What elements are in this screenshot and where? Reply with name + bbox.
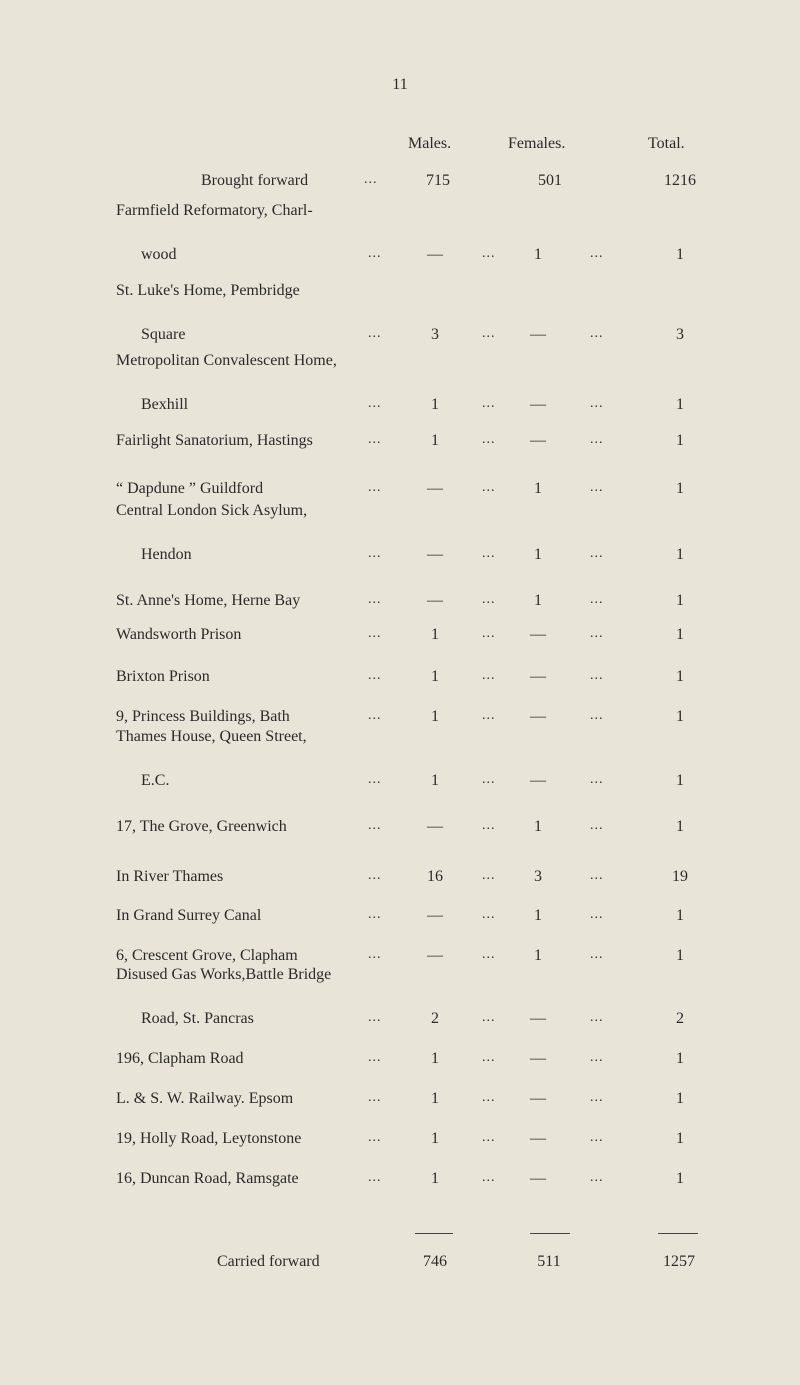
leader-dots: ... (482, 626, 496, 641)
row-total: 1 (676, 1130, 684, 1147)
row-females: 1 (534, 947, 542, 964)
row-females: — (530, 326, 546, 343)
row-total: 1 (676, 708, 684, 725)
row-males: 1 (431, 1170, 439, 1187)
row-males: 1 (431, 432, 439, 449)
carried-forward-females: 511 (537, 1253, 561, 1270)
leader-dots: ... (368, 592, 382, 607)
leader-dots: ... (590, 1130, 604, 1145)
leader-dots: ... (482, 1130, 496, 1145)
leader-dots: ... (368, 772, 382, 787)
row-label-line2: Hendon (141, 546, 192, 563)
leader-dots: ... (590, 1090, 604, 1105)
leader-dots: ... (482, 1010, 496, 1025)
leader-dots: ... (590, 626, 604, 641)
leader-dots: ... (368, 1010, 382, 1025)
row-label: “ Dapdune ” Guildford (116, 480, 264, 497)
row-females: 1 (534, 480, 542, 497)
leader-dots: ... (590, 432, 604, 447)
row-males: 1 (431, 772, 439, 789)
row-males: 1 (431, 1050, 439, 1067)
row-females: 1 (534, 246, 542, 263)
row-females: 1 (534, 907, 542, 924)
row-males: 3 (431, 326, 439, 343)
row-males: 1 (431, 1130, 439, 1147)
row-label: L. & S. W. Railway. Epsom (116, 1090, 294, 1107)
leader-dots: ... (482, 246, 496, 261)
sum-rule-total (658, 1233, 698, 1234)
row-males: — (427, 246, 443, 263)
row-total: 1 (676, 772, 684, 789)
leader-dots: ... (590, 772, 604, 787)
leader-dots: ... (590, 326, 604, 341)
row-label: Wandsworth Prison (116, 626, 242, 643)
leader-dots: ... (368, 868, 382, 883)
brought-forward-label: Brought forward (201, 172, 309, 189)
carried-forward-label: Carried forward (217, 1253, 320, 1270)
leader-dots: ... (482, 1170, 496, 1185)
leader-dots: ... (368, 668, 382, 683)
row-label: 196, Clapham Road (116, 1050, 244, 1067)
row-total: 1 (676, 907, 684, 924)
row-total: 1 (676, 1090, 684, 1107)
row-females: — (530, 1050, 546, 1067)
row-males: — (427, 480, 443, 497)
leader-dots: ... (482, 396, 496, 411)
leader-dots: ... (590, 546, 604, 561)
row-label: 9, Princess Buildings, Bath (116, 708, 290, 725)
row-males: — (427, 546, 443, 563)
leader-dots: ... (590, 480, 604, 495)
leader-dots: ... (482, 1050, 496, 1065)
leader-dots: ... (590, 708, 604, 723)
leader-dots: ... (368, 1130, 382, 1145)
row-males: 1 (431, 668, 439, 685)
leader-dots: ... (368, 1050, 382, 1065)
leader-dots: ... (368, 626, 382, 641)
row-females: 1 (534, 546, 542, 563)
row-females: — (530, 708, 546, 725)
row-label: 17, The Grove, Greenwich (116, 818, 287, 835)
header-total: Total. (648, 135, 685, 152)
leader-dots: ... (590, 668, 604, 683)
sum-rule-males (415, 1233, 453, 1234)
leader-dots: ... (482, 432, 496, 447)
row-total: 3 (676, 326, 684, 343)
row-females: 1 (534, 592, 542, 609)
leader-dots: ... (590, 396, 604, 411)
row-males: — (427, 818, 443, 835)
carried-forward-total: 1257 (663, 1253, 695, 1270)
brought-forward-total: 1216 (664, 172, 696, 189)
leader-dots: ... (590, 592, 604, 607)
leader-dots: ... (482, 907, 496, 922)
row-total: 1 (676, 1170, 684, 1187)
row-total: 1 (676, 592, 684, 609)
row-total: 1 (676, 396, 684, 413)
row-total: 1 (676, 668, 684, 685)
sum-rule-females (530, 1233, 570, 1234)
row-label-line2: wood (141, 246, 177, 263)
row-label: St. Anne's Home, Herne Bay (116, 592, 301, 609)
row-females: — (530, 626, 546, 643)
leader-dots: ... (482, 480, 496, 495)
leader-dots: ... (590, 1010, 604, 1025)
leader-dots: ... (482, 868, 496, 883)
leader-dots: ... (368, 246, 382, 261)
header-males: Males. (408, 135, 452, 152)
leader-dots: ... (364, 172, 378, 187)
row-males: 2 (431, 1010, 439, 1027)
row-males: — (427, 907, 443, 924)
row-total: 1 (676, 432, 684, 449)
leader-dots: ... (368, 480, 382, 495)
leader-dots: ... (368, 818, 382, 833)
row-label-line1: Central London Sick Asylum, (116, 502, 308, 519)
row-label-line2: Road, St. Pancras (141, 1010, 254, 1027)
leader-dots: ... (368, 1170, 382, 1185)
leader-dots: ... (590, 246, 604, 261)
leader-dots: ... (482, 772, 496, 787)
row-females: 1 (534, 818, 542, 835)
row-males: — (427, 947, 443, 964)
row-females: — (530, 396, 546, 413)
leader-dots: ... (368, 396, 382, 411)
row-females: — (530, 432, 546, 449)
header-females: Females. (508, 135, 566, 152)
leader-dots: ... (482, 326, 496, 341)
row-total: 1 (676, 1050, 684, 1067)
row-total: 1 (676, 947, 684, 964)
row-label: 16, Duncan Road, Ramsgate (116, 1170, 299, 1187)
row-label-line2: Square (141, 326, 186, 343)
leader-dots: ... (482, 1090, 496, 1105)
carried-forward-males: 746 (423, 1253, 447, 1270)
row-label-line1: Thames House, Queen Street, (116, 728, 307, 745)
row-label-line1: St. Luke's Home, Pembridge (116, 282, 300, 299)
leader-dots: ... (482, 592, 496, 607)
row-label: In River Thames (116, 868, 224, 885)
leader-dots: ... (482, 708, 496, 723)
row-females: — (530, 1010, 546, 1027)
row-females: 3 (534, 868, 542, 885)
row-label: 6, Crescent Grove, Clapham (116, 947, 298, 964)
row-males: 1 (431, 1090, 439, 1107)
leader-dots: ... (590, 907, 604, 922)
row-males: 16 (427, 868, 443, 885)
page-number: 11 (392, 76, 408, 93)
leader-dots: ... (368, 432, 382, 447)
row-females: — (530, 1130, 546, 1147)
brought-forward-females: 501 (538, 172, 562, 189)
leader-dots: ... (590, 868, 604, 883)
row-males: 1 (431, 626, 439, 643)
row-total: 2 (676, 1010, 684, 1027)
leader-dots: ... (368, 907, 382, 922)
leader-dots: ... (368, 708, 382, 723)
row-females: — (530, 1170, 546, 1187)
row-label-line1: Farmfield Reformatory, Charl- (116, 202, 313, 219)
leader-dots: ... (590, 818, 604, 833)
leader-dots: ... (590, 947, 604, 962)
row-label: Brixton Prison (116, 668, 210, 685)
row-label-line2: E.C. (141, 772, 170, 789)
leader-dots: ... (482, 546, 496, 561)
row-females: — (530, 1090, 546, 1107)
row-label: In Grand Surrey Canal (116, 907, 262, 924)
row-total: 1 (676, 818, 684, 835)
row-total: 1 (676, 546, 684, 563)
row-total: 19 (672, 868, 688, 885)
leader-dots: ... (368, 546, 382, 561)
leader-dots: ... (368, 1090, 382, 1105)
row-total: 1 (676, 626, 684, 643)
row-males: 1 (431, 708, 439, 725)
leader-dots: ... (482, 947, 496, 962)
row-label-line1: Metropolitan Convalescent Home, (116, 352, 337, 369)
leader-dots: ... (482, 668, 496, 683)
row-females: — (530, 668, 546, 685)
row-total: 1 (676, 480, 684, 497)
row-females: — (530, 772, 546, 789)
row-total: 1 (676, 246, 684, 263)
row-males: 1 (431, 396, 439, 413)
row-label: 19, Holly Road, Leytonstone (116, 1130, 302, 1147)
leader-dots: ... (590, 1050, 604, 1065)
leader-dots: ... (590, 1170, 604, 1185)
row-label-line1: Disused Gas Works,Battle Bridge (116, 966, 332, 983)
leader-dots: ... (368, 326, 382, 341)
brought-forward-males: 715 (426, 172, 450, 189)
row-label-line2: Bexhill (141, 396, 189, 413)
row-label: Fairlight Sanatorium, Hastings (116, 432, 313, 449)
leader-dots: ... (368, 947, 382, 962)
leader-dots: ... (482, 818, 496, 833)
row-males: — (427, 592, 443, 609)
